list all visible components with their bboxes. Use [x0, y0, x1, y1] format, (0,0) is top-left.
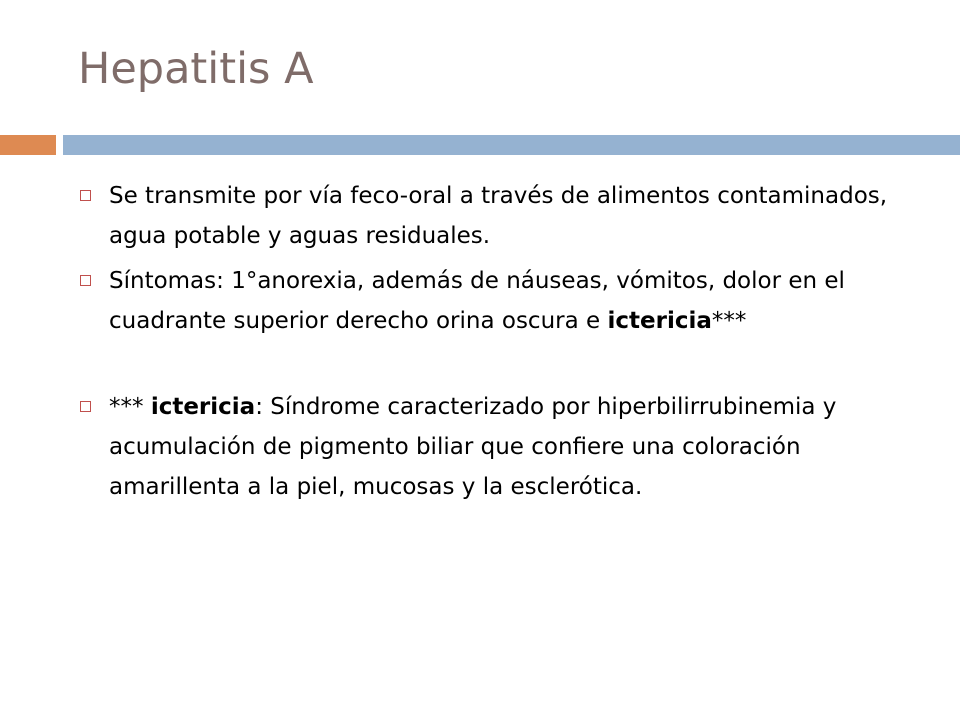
- bullet-list: [80, 176, 920, 507]
- accent-bar: [0, 135, 56, 155]
- bullet-item-definition: [80, 387, 920, 507]
- square-bullet-icon: [80, 401, 91, 412]
- bullet-item-transmission: [80, 176, 920, 256]
- bullet-item-symptoms: [80, 261, 920, 341]
- bullet-text-suffix: ***: [711, 308, 747, 334]
- bullet-text-prefix: ***: [109, 394, 151, 420]
- bullet-bold-term: ictericia: [607, 308, 712, 334]
- bullet-text: : Síndrome caracterizado por hiperbilirrubinemia y acumulación de pigmento biliar que confiere una coloración amarillenta a la piel, mucosas y la esclerótica.: [109, 394, 837, 500]
- square-bullet-icon: [80, 190, 91, 201]
- bullet-text: Síntomas: 1°anorexia, además de náuseas, vómitos, dolor en el cuadrante superior derecho orina oscura e: [109, 268, 845, 334]
- bullet-text: Se transmite por vía feco-oral a través de alimentos contaminados, agua potable y aguas residuales.: [109, 183, 888, 249]
- bullet-bold-term: ictericia: [150, 394, 256, 420]
- slide-title: Hepatitis A: [78, 44, 314, 94]
- title-underline-bar: [63, 135, 960, 155]
- square-bullet-icon: [80, 275, 91, 286]
